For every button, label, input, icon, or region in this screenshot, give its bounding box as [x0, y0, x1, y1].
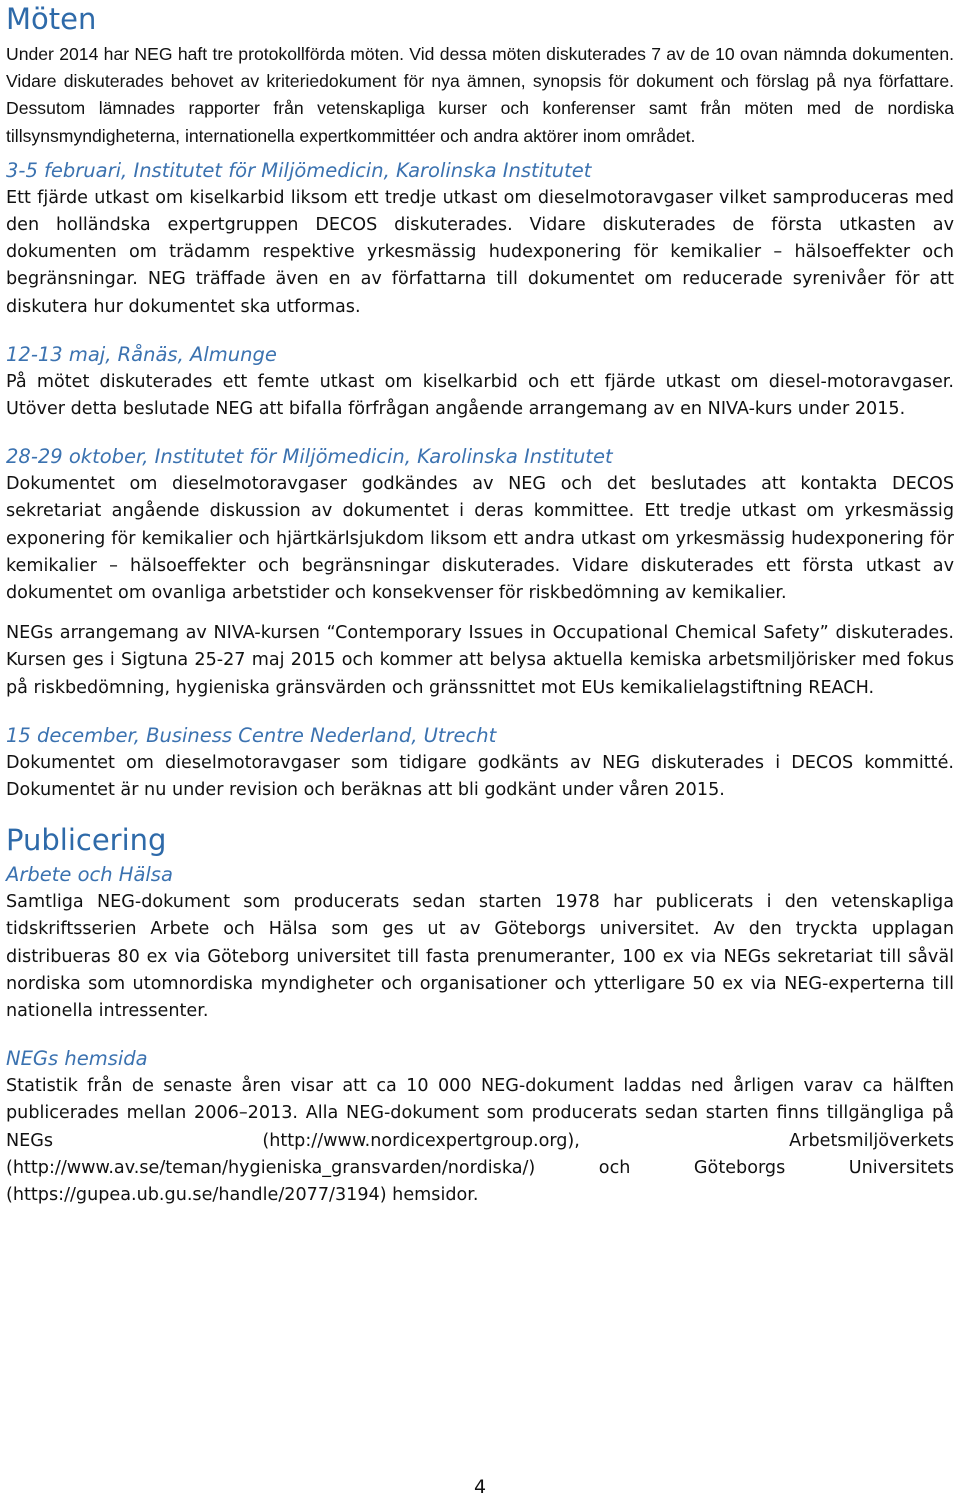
section-title-moten: Möten — [6, 2, 97, 36]
meeting-paragraph-feb: Ett fjärde utkast om kiselkarbid liksom ett tredje utkast om dieselmotoravgaser vilket samproduceras med den holländska expertgruppen DECOS diskuterades. Vidare diskuterades de första utkasten av dokumenten om trädamm respektive yrkesmässig hudexponering för kemikalier – hälsoeffekter och begränsningar. NEG träffade även en av författarna till dokumentet om reducerade syrenivåer för att diskutera hur dokumentet ska utformas. — [6, 187, 954, 317]
meeting-heading-may: 12-13 maj, Rånäs, Almunge — [6, 342, 277, 366]
meeting-paragraph-may: På mötet diskuterades ett femte utkast om kiselkarbid och ett fjärde utkast om diesel-motoravgaser. Utöver detta beslutade NEG att bifalla förfrågan angående arrangemang av en NIVA-kurs under 2015. — [6, 371, 954, 420]
meeting-paragraph-dec: Dokumentet om dieselmotoravgaser som tidigare godkänts av NEG diskuterades i DECOS kommitté. Dokumentet är nu under revision och beräknas att bli godkänt under våren 2015. — [6, 752, 954, 801]
subsection-paragraph-negs-hemsida: Statistik från de senaste åren visar att ca 10 000 NEG-dokument laddas ned årligen varav ca hälften publicerades mellan 2006–2013. Alla NEG-dokument som producerats sedan starten finns tillgängliga på NEGs (http://www.nordicexpertgroup.org), Arbetsmiljöverkets (http://www.av.se/teman/hygieniska_gransvarden/nordiska/) och Göteborgs Universitets (https://gupea.ub.gu.se/handle/2077/3194) hemsidor. — [6, 1076, 954, 1206]
section-title-publicering: Publicering — [6, 823, 167, 858]
subsection-heading-arbete-och-halsa: Arbete och Hälsa — [6, 863, 173, 887]
page-number: 4 — [473, 1476, 487, 1498]
meeting-heading-oct: 28-29 oktober, Institutet för Miljömedicin, Karolinska Institutet — [6, 445, 613, 469]
meeting-heading-dec: 15 december, Business Centre Nederland, Utrecht — [6, 723, 497, 747]
meeting-heading-feb: 3-5 februari, Institutet för Miljömedicin, Karolinska Institutet — [6, 158, 592, 182]
moten-intro-paragraph: Under 2014 har NEG haft tre protokollförda möten. Vid dessa möten diskuterades 7 av de 10 ovan nämnda dokumenten. Vidare diskuterades behovet av kriteriedokument för nya ämnen, synopsis för dokument och förslag på nya författare. Dessutom lämnades rapporter från vetenskapliga kurser och konferenser samt från möten med de nordiska tillsynsmyndigheterna, internationella expertkommittéer och andra aktörer inom området. — [6, 44, 954, 146]
subsection-paragraph-arbete-och-halsa: Samtliga NEG-dokument som producerats sedan starten 1978 har publicerats i den vetenskapliga tidskriftsserien Arbete och Hälsa som ges ut av Göteborgs universitet. Av den tryckta upplagan distribueras 80 ex via Göteborg universitet till fasta prenumeranter, 100 ex via NEGs sekretariat till såväl nordiska som utomnordiska myndigheter och organisationer och ytterligare 50 ex via NEG-experterna till nationella intressenter. — [6, 892, 954, 1022]
meeting-paragraph-oct-1: Dokumentet om dieselmotoravgaser godkändes av NEG och det beslutades att kontakta DECOS sekretariat angående diskussion av dokumentet i deras kommittee. Ett tredje utkast om yrkesmässig exponering för kemikalier och hjärtkärlsjukdom liksom ett andra utkast om yrkesmässig hudexponering för kemikalier – hälsoeffekter och begränsningar diskuterades. Vidare diskuterades ett första utkast av dokumentet om ovanliga arbetstider och konsekvenser för riskbedömning av kemikalier. — [6, 474, 954, 604]
subsection-heading-negs-hemsida: NEGs hemsida — [6, 1047, 148, 1071]
meeting-paragraph-oct-2: NEGs arrangemang av NIVA-kursen “Contemporary Issues in Occupational Chemical Safety” diskuterades. Kursen ges i Sigtuna 25-27 maj 2015 och kommer att belysa aktuella kemiska arbetsmiljörisker med fokus på riskbedömning, hygieniska gränsvärden och gränssnittet mot EUs kemikalielagstiftning REACH. — [6, 623, 954, 698]
